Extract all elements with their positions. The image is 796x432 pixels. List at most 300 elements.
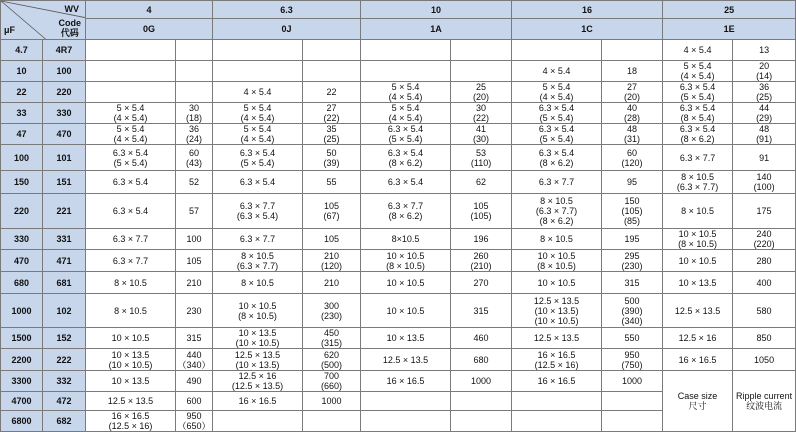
voltage-code-header: 1A — [361, 19, 512, 40]
case-size-cell — [663, 124, 733, 145]
case-size-cell — [663, 349, 733, 371]
capacitance-code-cell: 151 — [43, 171, 86, 194]
case-size-line: (4 × 5.4) — [113, 134, 148, 144]
ripple-line: (120) — [321, 260, 343, 271]
case-size-cell — [86, 103, 176, 124]
case-size-line: (6.3 × 7.7) — [236, 260, 279, 271]
table-row — [1, 40, 796, 61]
case-size-cell — [213, 250, 303, 272]
case-size-line: (6.3 × 7.7) — [535, 206, 578, 216]
ripple-current-cell — [602, 61, 663, 82]
case-size-line: 8 × 10.5 — [681, 206, 714, 216]
ripple-current-cell — [602, 294, 663, 328]
case-size-cell — [512, 145, 602, 171]
ripple-line: 91 — [759, 152, 770, 163]
capacitance-code-cell: 472 — [43, 392, 86, 411]
voltage-header: 10 — [361, 1, 512, 19]
ripple-line: 195 — [624, 234, 640, 244]
ripple-current-cell — [602, 328, 663, 349]
capacitance-code-cell: 100 — [43, 61, 86, 82]
capacitance-cell: 470 — [1, 250, 43, 272]
ripple-current-cell — [451, 250, 512, 272]
case-size-cell — [86, 82, 176, 103]
case-size-cell — [361, 171, 451, 194]
capacitance-code-cell: 471 — [43, 250, 86, 272]
ripple-current-cell — [176, 145, 213, 171]
case-size-cell — [361, 294, 451, 328]
case-size-line: (5 × 5.4) — [539, 113, 574, 123]
ripple-current-cell — [733, 82, 796, 103]
capacitance-code-cell: 221 — [43, 194, 86, 229]
table-row — [1, 229, 796, 250]
ripple-current-cell — [303, 82, 361, 103]
case-size-line: 6.3 × 5.4 — [112, 177, 149, 187]
ripple-current-cell — [451, 349, 512, 371]
ripple-line: 600 — [186, 396, 202, 406]
ripple-line: 150 — [624, 196, 640, 206]
ripple-line: (20) — [473, 92, 490, 102]
ripple-line: (24) — [186, 134, 203, 144]
case-size-cell — [86, 371, 176, 392]
case-size-line: (5 × 5.4) — [680, 92, 715, 102]
capacitance-code-cell: 470 — [43, 124, 86, 145]
ripple-current-cell — [451, 411, 512, 432]
ripple-line: 196 — [473, 234, 489, 244]
ripple-line: (105) — [621, 206, 643, 216]
case-size-cell — [663, 82, 733, 103]
case-size-cell — [512, 82, 602, 103]
ripple-line: 105 — [473, 201, 489, 211]
axis-corner-header — [1, 1, 86, 40]
ripple-line: 30 — [476, 103, 487, 113]
ripple-line: (20) — [624, 92, 641, 102]
case-size-line: 12.5 × 13.5 — [533, 295, 580, 306]
case-size-line: 4 × 5.4 — [683, 45, 712, 55]
ripple-current-cell — [733, 272, 796, 294]
ripple-line: 300 — [324, 300, 340, 311]
table-row — [1, 272, 796, 294]
case-size-cell — [86, 171, 176, 194]
ripple-current-cell — [303, 61, 361, 82]
ripple-line: (25) — [756, 92, 773, 102]
ripple-current-cell — [451, 103, 512, 124]
voltage-code-header: 1E — [663, 19, 796, 40]
ripple-current-cell — [451, 145, 512, 171]
ripple-current-cell — [602, 272, 663, 294]
case-size-cell — [361, 61, 451, 82]
ripple-current-cell — [176, 171, 213, 194]
ripple-line: (85) — [624, 216, 641, 226]
ripple-current-cell — [451, 40, 512, 61]
ripple-current-cell — [303, 171, 361, 194]
legend-case-size-en: Case size — [677, 391, 718, 401]
capacitance-cell: 150 — [1, 171, 43, 194]
case-size-line: 16 × 16.5 — [386, 376, 425, 386]
ripple-line: 280 — [756, 255, 772, 266]
capacitance-code-cell: 222 — [43, 349, 86, 371]
case-size-cell — [663, 328, 733, 349]
case-size-cell — [213, 171, 303, 194]
ripple-current-cell — [602, 103, 663, 124]
legend-ripple-en: Ripple current — [736, 391, 793, 401]
ripple-line: (120) — [621, 157, 643, 168]
ripple-line: 295 — [624, 250, 640, 261]
case-size-line: 5 × 5.4 — [683, 61, 712, 71]
ripple-line: 550 — [624, 333, 640, 343]
ripple-current-cell — [176, 392, 213, 411]
ripple-line: （650） — [177, 421, 211, 431]
ripple-line: 700 — [324, 371, 340, 381]
case-size-line: 6.3 × 5.4 — [387, 124, 424, 134]
case-size-line: 4 × 5.4 — [243, 87, 272, 97]
ripple-line: (230) — [321, 310, 343, 321]
ripple-current-cell — [451, 61, 512, 82]
ripple-line: (210) — [470, 260, 492, 271]
case-size-cell — [361, 229, 451, 250]
ripple-current-cell — [733, 294, 796, 328]
ripple-current-cell — [176, 40, 213, 61]
case-size-cell — [86, 349, 176, 371]
ripple-current-cell — [176, 371, 213, 392]
ripple-line: 60 — [189, 147, 200, 158]
case-size-cell — [512, 61, 602, 82]
case-size-cell — [213, 349, 303, 371]
case-size-cell — [86, 40, 176, 61]
ripple-current-cell — [176, 82, 213, 103]
case-size-line: 12.5 × 13.5 — [234, 349, 281, 360]
case-size-cell — [512, 171, 602, 194]
ripple-line: 27 — [627, 82, 638, 92]
case-size-cell — [213, 194, 303, 229]
case-size-line: 5 × 5.4 — [243, 103, 272, 113]
case-size-cell — [512, 349, 602, 371]
case-size-line: 8 × 10.5 — [114, 305, 147, 316]
ripple-line: 35 — [326, 124, 337, 134]
case-size-line: (12.5 × 16) — [108, 421, 153, 431]
case-size-cell — [512, 124, 602, 145]
table-row — [1, 194, 796, 229]
ripple-line: 175 — [756, 206, 772, 216]
ripple-current-cell — [451, 294, 512, 328]
ripple-line: 22 — [326, 87, 337, 97]
ripple-current-cell — [733, 349, 796, 371]
table-row — [1, 294, 796, 328]
ripple-current-cell — [303, 103, 361, 124]
ripple-current-cell — [176, 124, 213, 145]
ripple-current-cell — [176, 294, 213, 328]
capacitance-cell: 680 — [1, 272, 43, 294]
case-size-cell — [663, 61, 733, 82]
code-label-cn: 代码 — [60, 28, 79, 38]
code-label — [59, 18, 82, 38]
capacitance-cell: 2200 — [1, 349, 43, 371]
ripple-line: 53 — [476, 147, 487, 158]
ripple-current-cell — [451, 272, 512, 294]
case-size-line: 5 × 5.4 — [243, 124, 272, 134]
ripple-current-cell — [602, 250, 663, 272]
case-size-line: 10 × 10.5 — [386, 305, 425, 316]
ripple-current-cell — [303, 272, 361, 294]
case-size-line: 12.5 × 16 — [238, 371, 277, 381]
capacitance-cell: 10 — [1, 61, 43, 82]
case-size-cell — [512, 392, 602, 411]
table-row — [1, 328, 796, 349]
table-row — [1, 82, 796, 103]
ripple-line: 50 — [326, 147, 337, 158]
case-size-cell — [361, 194, 451, 229]
voltage-header: 6.3 — [213, 1, 361, 19]
ripple-current-cell — [602, 194, 663, 229]
ripple-current-cell — [303, 124, 361, 145]
ripple-line: (110) — [470, 157, 492, 168]
case-size-cell — [361, 328, 451, 349]
case-size-line: 12.5 × 16 — [678, 333, 717, 343]
capacitance-cell: 100 — [1, 145, 43, 171]
case-size-line: 5 × 5.4 — [542, 82, 571, 92]
ripple-line: 25 — [476, 82, 487, 92]
voltage-header-row — [1, 1, 796, 19]
case-size-line: 10 × 13.5 — [238, 328, 277, 338]
ripple-line: 260 — [473, 250, 489, 261]
ripple-line: (390) — [621, 305, 643, 316]
ripple-current-cell — [176, 103, 213, 124]
case-size-line: (5 × 5.4) — [388, 134, 423, 144]
case-size-line: 10 × 10.5 — [111, 333, 150, 343]
case-size-line: 6.3 × 7.7 — [239, 201, 276, 211]
ripple-line: (91) — [756, 134, 773, 144]
case-size-cell — [213, 294, 303, 328]
capacitance-code-cell: 4R7 — [43, 40, 86, 61]
ripple-line: 18 — [627, 66, 638, 76]
ripple-line: 500 — [624, 295, 640, 306]
ripple-line: 140 — [756, 172, 772, 182]
case-size-cell — [361, 145, 451, 171]
case-size-line: 16 × 16.5 — [537, 376, 576, 386]
case-size-cell — [213, 328, 303, 349]
case-size-line: 12.5 × 13.5 — [674, 305, 721, 316]
ripple-line: (29) — [756, 113, 773, 123]
legend-case-size-cn: 尺寸 — [688, 401, 707, 411]
case-size-line: 10 × 13.5 — [678, 277, 717, 288]
case-size-cell — [512, 411, 602, 432]
case-size-line: 16 × 16.5 — [678, 354, 717, 365]
ripple-line: (43) — [186, 157, 203, 168]
ripple-current-cell — [176, 411, 213, 432]
case-size-line: 6.3 × 5.4 — [239, 147, 276, 158]
case-size-line: (8 × 6.2) — [539, 216, 574, 226]
ripple-line: 210 — [186, 277, 202, 288]
case-size-line: 10 × 10.5 — [386, 277, 425, 288]
ripple-current-cell — [176, 250, 213, 272]
table-row — [1, 124, 796, 145]
ripple-line: 460 — [473, 333, 489, 343]
case-size-cell — [213, 124, 303, 145]
ripple-current-cell — [602, 349, 663, 371]
ripple-current-cell — [303, 392, 361, 411]
case-size-line: 6.3 × 5.4 — [112, 147, 149, 158]
capacitance-code-cell: 152 — [43, 328, 86, 349]
ripple-line: (31) — [624, 134, 641, 144]
ripple-current-cell — [451, 328, 512, 349]
ripple-current-cell — [602, 40, 663, 61]
ripple-line: 55 — [326, 177, 337, 187]
case-size-line: (5 × 5.4) — [539, 134, 574, 144]
case-size-line: 10 × 13.5 — [111, 349, 150, 360]
ripple-current-cell — [303, 229, 361, 250]
case-size-line: (8 × 6.2) — [388, 157, 423, 168]
case-size-cell — [86, 229, 176, 250]
ripple-current-cell — [176, 272, 213, 294]
ripple-line: 105 — [186, 255, 202, 266]
case-size-line: 10 × 10.5 — [537, 277, 576, 288]
ripple-current-cell — [602, 371, 663, 392]
case-size-line: (4 × 5.4) — [680, 71, 715, 81]
case-size-line: (10 × 13.5) — [534, 305, 579, 316]
capacitance-cell: 220 — [1, 194, 43, 229]
ripple-line: 13 — [759, 45, 770, 55]
case-size-cell — [86, 272, 176, 294]
capacitance-cell: 3300 — [1, 371, 43, 392]
ripple-line: 490 — [186, 376, 202, 386]
case-size-line: 4 × 5.4 — [542, 66, 571, 76]
table-row — [1, 103, 796, 124]
case-size-cell — [512, 194, 602, 229]
case-size-line: (8 × 10.5) — [238, 310, 277, 321]
case-size-line: 10 × 10.5 — [238, 300, 277, 311]
ripple-line: 315 — [186, 333, 202, 343]
ripple-line: (14) — [756, 71, 773, 81]
ripple-line: (340) — [621, 315, 643, 326]
case-size-line: (8 × 5.4) — [680, 113, 715, 123]
ripple-line: 41 — [476, 124, 487, 134]
case-size-line: (5 × 5.4) — [113, 157, 148, 168]
ripple-line: (100) — [753, 182, 775, 192]
case-size-cell — [663, 40, 733, 61]
capacitance-cell: 1500 — [1, 328, 43, 349]
case-size-line: 8 × 10.5 — [681, 172, 714, 182]
case-size-cell — [663, 250, 733, 272]
voltage-header: 25 — [663, 1, 796, 19]
capacitance-code-cell: 101 — [43, 145, 86, 171]
ripple-line: 52 — [189, 177, 200, 187]
ripple-line: 850 — [756, 333, 772, 343]
ripple-line: 40 — [627, 103, 638, 113]
ripple-line: (750) — [621, 359, 643, 370]
ripple-line: (18) — [186, 113, 203, 123]
ripple-line: 62 — [476, 177, 487, 187]
capacitance-code-cell: 331 — [43, 229, 86, 250]
ripple-current-cell — [303, 250, 361, 272]
case-size-line: 6.3 × 5.4 — [679, 103, 716, 113]
capacitance-cell: 6800 — [1, 411, 43, 432]
case-size-cell — [361, 103, 451, 124]
case-size-line: 6.3 × 5.4 — [679, 82, 716, 92]
capacitance-cell: 1000 — [1, 294, 43, 328]
case-size-line: 16 × 16.5 — [238, 396, 277, 406]
ripple-line: (30) — [473, 134, 490, 144]
case-size-cell — [663, 194, 733, 229]
case-size-line: 10 × 13.5 — [386, 333, 425, 343]
ripple-current-cell — [303, 145, 361, 171]
ripple-current-cell — [733, 145, 796, 171]
ripple-line: 60 — [627, 147, 638, 158]
table-row — [1, 250, 796, 272]
ripple-current-cell — [733, 194, 796, 229]
case-size-line: 6.3 × 7.7 — [679, 152, 716, 163]
case-size-line: 6.3 × 5.4 — [538, 103, 575, 113]
ripple-line: 95 — [627, 177, 638, 187]
ripple-line: 315 — [624, 277, 640, 288]
ripple-line: 240 — [756, 229, 772, 239]
case-size-cell — [361, 272, 451, 294]
case-size-line: (4 × 5.4) — [240, 134, 275, 144]
case-size-line: (4 × 5.4) — [388, 92, 423, 102]
ripple-line: 57 — [189, 206, 200, 216]
case-size-cell — [663, 103, 733, 124]
case-size-line: 6.3 × 5.4 — [239, 177, 276, 187]
case-size-line: (4 × 5.4) — [539, 92, 574, 102]
case-size-cell — [86, 328, 176, 349]
case-size-cell — [86, 250, 176, 272]
table-row — [1, 145, 796, 171]
ripple-line: (315) — [321, 338, 343, 348]
code-label-en: Code — [58, 18, 81, 28]
ripple-line: (22) — [323, 113, 340, 123]
case-size-line: (4 × 5.4) — [240, 113, 275, 123]
case-size-cell — [512, 40, 602, 61]
ripple-current-cell — [451, 392, 512, 411]
case-size-cell — [361, 349, 451, 371]
case-size-cell — [86, 61, 176, 82]
ripple-current-cell — [176, 61, 213, 82]
case-size-line: 16 × 16.5 — [537, 349, 576, 360]
case-size-line: 6.3 × 7.7 — [239, 234, 276, 244]
case-size-cell — [663, 272, 733, 294]
case-size-cell — [213, 82, 303, 103]
ripple-current-cell — [733, 171, 796, 194]
ripple-line: 27 — [326, 103, 337, 113]
case-size-cell — [512, 103, 602, 124]
case-size-line: 5 × 5.4 — [116, 124, 145, 134]
capacitance-code-cell: 220 — [43, 82, 86, 103]
case-size-line: 8 × 10.5 — [540, 196, 573, 206]
case-size-line: 12.5 × 13.5 — [107, 396, 154, 406]
legend-case-size — [663, 371, 733, 432]
ripple-line: 680 — [473, 354, 489, 365]
ripple-current-cell — [451, 194, 512, 229]
case-size-cell — [361, 392, 451, 411]
case-size-line: 6.3 × 5.4 — [538, 147, 575, 158]
table-row — [1, 371, 796, 392]
case-size-cell — [512, 371, 602, 392]
ripple-current-cell — [303, 349, 361, 371]
case-size-cell — [361, 371, 451, 392]
ripple-line: (220) — [753, 239, 775, 249]
ripple-line: 580 — [756, 305, 772, 316]
case-size-line: (10 × 10.5) — [534, 315, 579, 326]
ripple-current-cell — [176, 349, 213, 371]
case-size-cell — [213, 103, 303, 124]
case-size-line: 8 × 10.5 — [114, 277, 147, 288]
voltage-code-header: 0G — [86, 19, 213, 40]
case-size-line: 6.3 × 7.7 — [538, 177, 575, 187]
capacitance-code-cell: 682 — [43, 411, 86, 432]
ripple-line: 210 — [324, 250, 340, 261]
table-row — [1, 349, 796, 371]
ripple-line: 620 — [324, 349, 340, 360]
ripple-line: 950 — [624, 349, 640, 360]
case-size-cell — [213, 411, 303, 432]
